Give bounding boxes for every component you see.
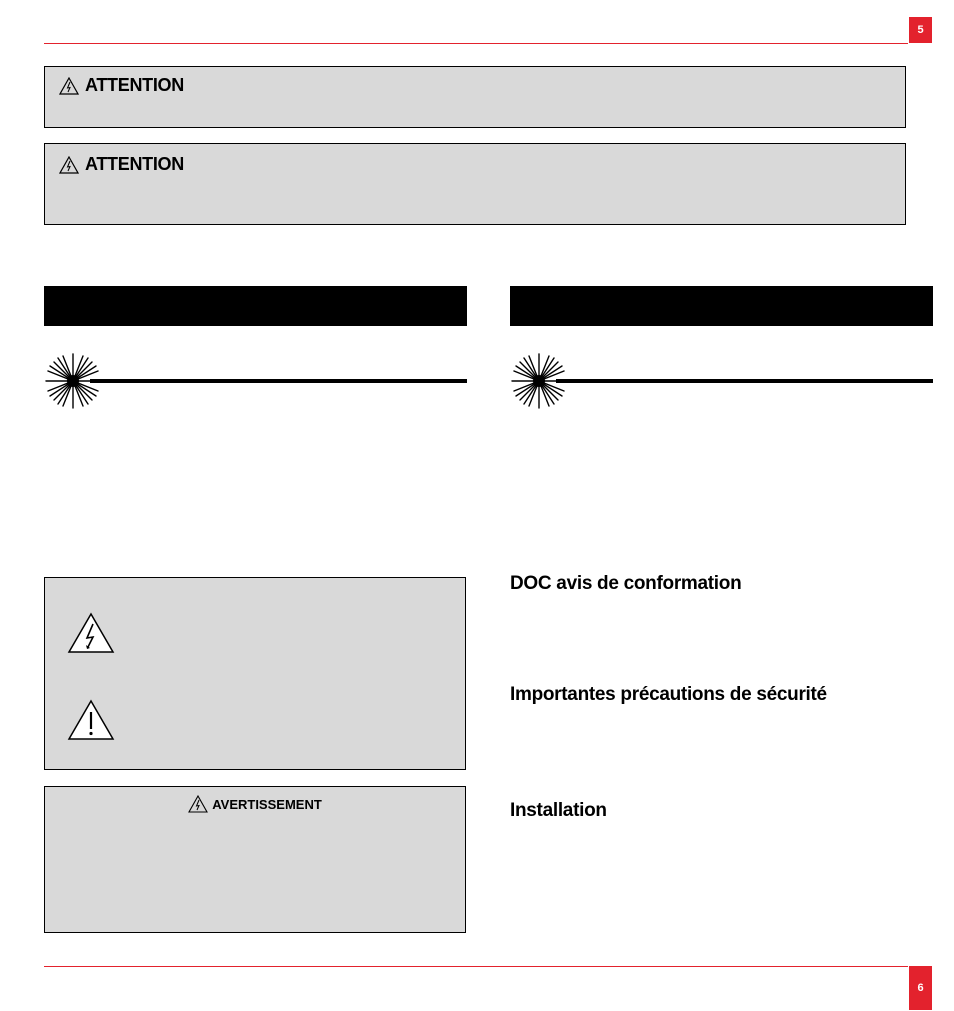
avertissement-box [44, 786, 466, 933]
page-number-top [909, 17, 932, 43]
section-bar-right [510, 286, 933, 326]
lightning-warning-icon [188, 795, 208, 813]
attention-box-2 [44, 143, 906, 225]
avertissement-title-text: AVERTISSEMENT [212, 796, 322, 812]
attention-title-2 [59, 154, 184, 175]
lightning-warning-icon [67, 612, 115, 654]
heading-doc: DOC avis de conformation [510, 573, 742, 594]
avertissement-title [45, 795, 465, 813]
attention-title-1 [59, 75, 184, 96]
page-number-bottom-label: 6 [917, 982, 924, 994]
section-bar-left [44, 286, 467, 326]
laser-rule-right [556, 379, 933, 383]
lightning-warning-icon [59, 77, 79, 95]
top-rule [44, 43, 908, 44]
heading-installation: Installation [510, 800, 607, 821]
exclamation-warning-icon [67, 699, 115, 741]
page-number-bottom [909, 966, 932, 1010]
attention-title-text-2: ATTENTION [85, 154, 184, 174]
attention-title-text-1: ATTENTION [85, 75, 184, 95]
lightning-warning-icon [59, 156, 79, 174]
bottom-rule [44, 966, 908, 967]
heading-precautions: Importantes précautions de sécurité [510, 684, 827, 705]
page-number-top-label: 5 [917, 24, 924, 36]
warning-symbols-panel [44, 577, 466, 770]
attention-box-1 [44, 66, 906, 128]
laser-rule-left [90, 379, 467, 383]
